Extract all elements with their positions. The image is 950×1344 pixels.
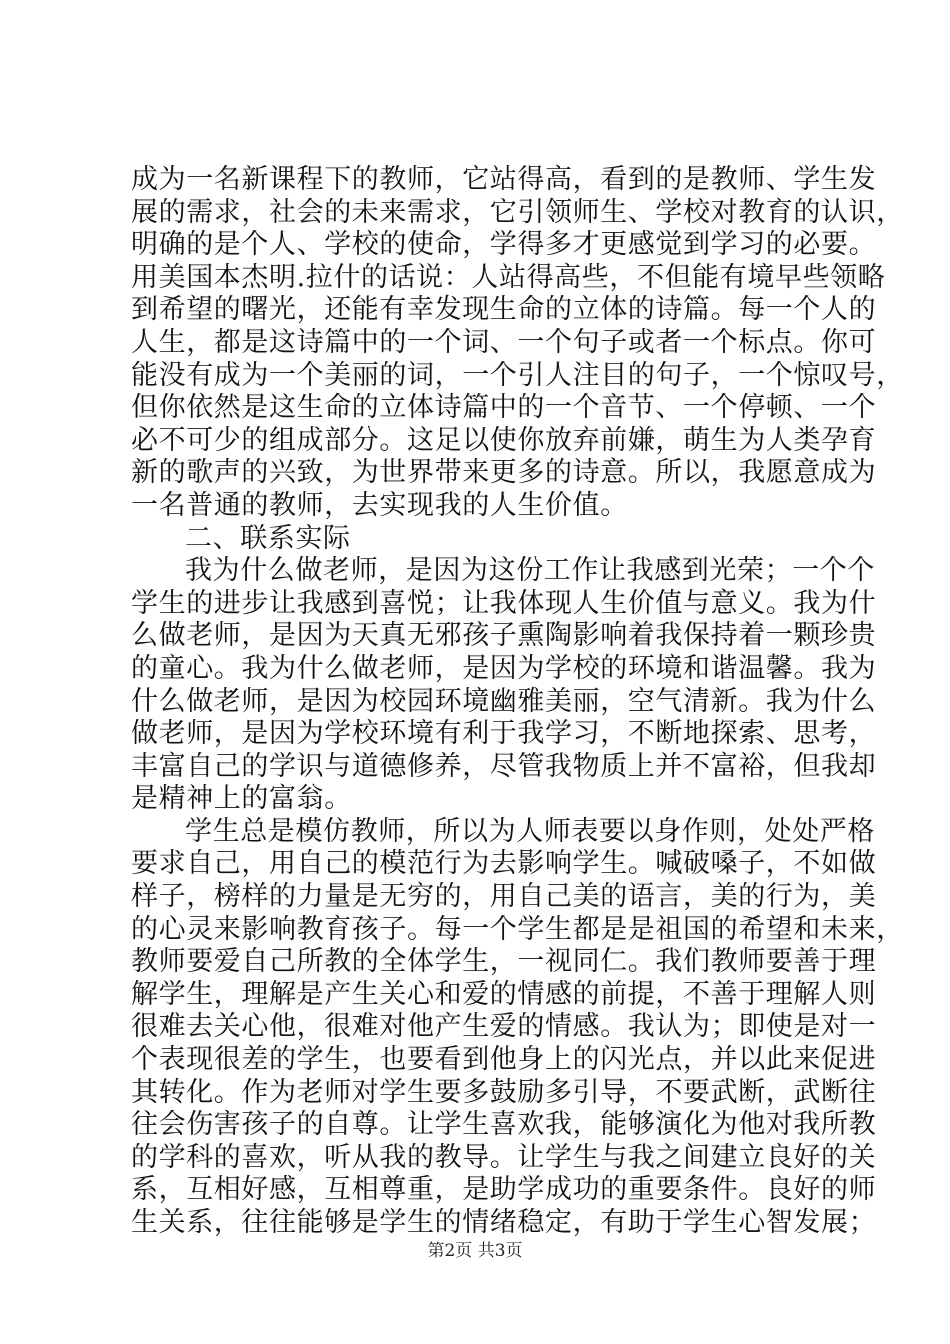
text-line: 么做老师，是因为天真无邪孩子熏陶影响着我保持着一颗珍贵 — [131, 620, 877, 652]
text-line: 明确的是个人、学校的使命，学得多才更感觉到学习的必要。 — [131, 229, 877, 261]
text-line: 教师要爱自己所教的全体学生，一视同仁。我们教师要善于理 — [131, 946, 877, 978]
text-line: 的心灵来影响教育孩子。每一个学生都是是祖国的希望和未来， — [131, 913, 904, 945]
text-line: 的学科的喜欢，听从我的教导。让学生与我之间建立良好的关 — [131, 1141, 877, 1173]
text-line: 用美国本杰明.拉什的话说：人站得高些，不但能有境早些领略 — [131, 261, 886, 293]
text-line: 是精神上的富翁。 — [131, 783, 352, 815]
text-line: 必不可少的组成部分。这足以使你放弃前嫌，萌生为人类孕育 — [131, 424, 877, 456]
paragraph-start: 我为什么做老师，是因为这份工作让我感到光荣；一个个 — [185, 555, 875, 587]
text-line: 展的需求，社会的未来需求，它引领师生、学校对教育的认识， — [131, 196, 904, 228]
text-line: 很难去关心他，很难对他产生爱的情感。我认为；即使是对一 — [131, 1011, 877, 1043]
page-footer: 第2页 共3页 — [427, 1241, 523, 1261]
text-line: 新的歌声的兴致，为世界带来更多的诗意。所以，我愿意成为 — [131, 457, 877, 489]
text-line: 做老师，是因为学校环境有利于我学习，不断地探索、思考， — [131, 718, 877, 750]
text-line: 样子，榜样的力量是无穷的，用自己美的语言，美的行为，美 — [131, 881, 877, 913]
text-line: 个表现很差的学生，也要看到他身上的闪光点，并以此来促进 — [131, 1044, 877, 1076]
text-line: 其转化。作为老师对学生要多鼓励多引导，不要武断，武断往 — [131, 1076, 877, 1108]
text-line: 到希望的曙光，还能有幸发现生命的立体的诗篇。每一个人的 — [131, 294, 877, 326]
text-line: 成为一名新课程下的教师，它站得高，看到的是教师、学生发 — [131, 164, 877, 195]
text-line: 人生，都是这诗篇中的一个词、一个句子或者一个标点。你可 — [131, 326, 877, 358]
text-line: 要求自己，用自己的模范行为去影响学生。喊破嗓子，不如做 — [131, 848, 877, 880]
text-line: 但你依然是这生命的立体诗篇中的一个音节、一个停顿、一个 — [131, 392, 877, 424]
paragraph-start: 学生总是模仿教师，所以为人师表要以身作则，处处严格 — [185, 815, 875, 847]
text-line: 能没有成为一个美丽的词，一个引人注目的句子，一个惊叹号， — [131, 359, 904, 391]
text-line: 解学生，理解是产生关心和爱的情感的前提，不善于理解人则 — [131, 978, 877, 1010]
text-line: 往会伤害孩子的自尊。让学生喜欢我，能够演化为他对我所教 — [131, 1109, 877, 1141]
section-heading: 二、联系实际 — [185, 522, 351, 554]
text-line: 什么做老师，是因为校园环境幽雅美丽，空气清新。我为什么 — [131, 685, 877, 717]
body-text — [131, 164, 904, 1240]
text-line: 生关系，往往能够是学生的情绪稳定，有助于学生心智发展； — [131, 1207, 877, 1238]
text-line: 的童心。我为什么做老师，是因为学校的环境和谐温馨。我为 — [131, 652, 877, 684]
text-line: 一名普通的教师，去实现我的人生价值。 — [131, 489, 628, 521]
text-line: 系，互相好感，互相尊重，是助学成功的重要条件。良好的师 — [131, 1174, 877, 1206]
text-line: 丰富自己的学识与道德修养，尽管我物质上并不富裕，但我却 — [131, 750, 877, 782]
text-line: 学生的进步让我感到喜悦；让我体现人生价值与意义。我为什 — [131, 587, 877, 619]
